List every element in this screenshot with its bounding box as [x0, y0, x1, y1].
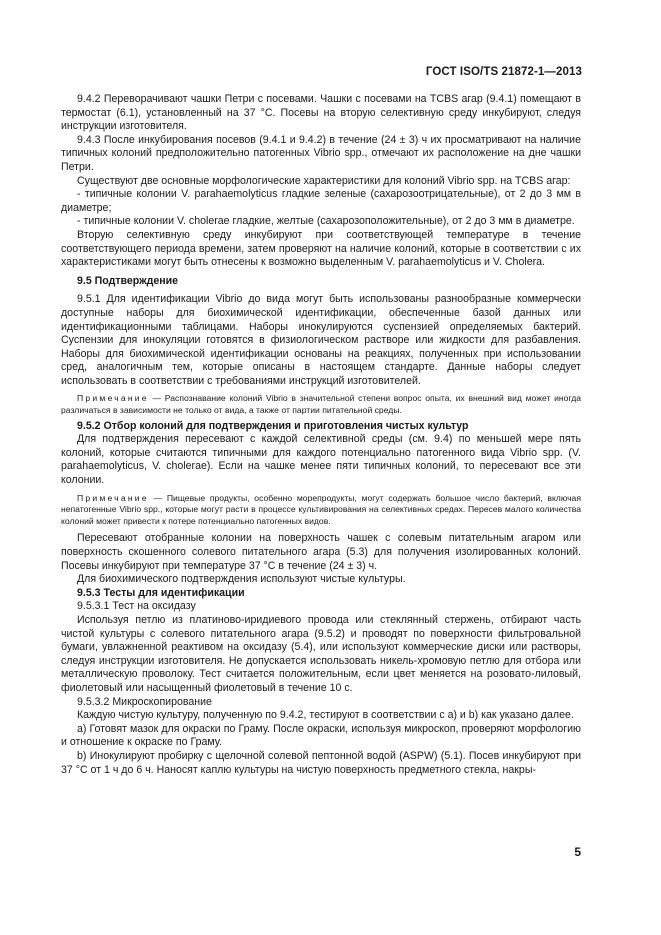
subsection-heading-9-5-3-1: 9.5.3.1 Тест на оксидазу: [77, 600, 196, 613]
note-text: — Распознавание колоний Vibrio в значительной степени вопрос опыта, их внешний вид может иногда различаться в зависимости не только от вида, а также от партии питательной среды.: [61, 393, 581, 416]
note: [61, 393, 581, 416]
note-text: — Пищевые продукты, особенно морепродукты, могут содержать большое число бактерий, включая непатогенные Vibrio spp., которые могут расти в процессе культивирования на селективных средах. Пересев малого количества колоний может привести к потере потенциально патогенных видов.: [61, 492, 581, 526]
note: [61, 493, 581, 528]
note-label: Примечание: [77, 393, 149, 404]
note-label: Примечание: [77, 492, 149, 503]
section-heading-9-5-2: 9.5.2 Отбор колоний для подтверждения и приготовления чистых культур: [77, 419, 469, 432]
section-heading-9-5-3: 9.5.3 Тесты для идентификации: [77, 586, 245, 599]
paragraph: Пересевают отобранные колонии на поверхность чашек с солевым питательным агаром или поверхность скошенного солевого питательного агара (5.3) для получения изолированных колоний. Посевы инкубируют при температуре 37 °С в течение (24 ± 3) ч.: [61, 532, 581, 572]
page-number: 5: [574, 845, 581, 859]
paragraph-9-4-2: 9.4.2 Переворачивают чашки Петри с посевами. Чашки с посевами на TCBS агар (9.4.1) помещают в термостат (6.1), установленный на 37 °С. Посевы на вторую селективную среду инкубируют, следуя инструкции изготовителя.: [61, 93, 581, 133]
paragraph: Для подтверждения пересевают с каждой селективной среды (см. 9.4) по меньшей мере пять колоний, которые считаются типичными для каждого потенциально патогенного вида Vibrio spp. (V. parahaemolyticus, V. cholerae). Если на чашке менее пяти типичных колоний, то пересевают все эти колонии.: [61, 433, 581, 487]
paragraph: Используя петлю из платиново-иридиевого провода или стеклянный стержень, отбирают часть чистой культуры с солевого питательного агара (9.5.2) и проводят по поверхности фильтровальной бумаги, увлажненной реактивом на оксидазу (5.4), или используют коммерческие диски или растворы, следуя инструкции изготовителя. Не допускается использовать никель-хромовую петлю для отбора или металлическую проволоку. Тест считается положительным, если цвет меняется на розовато-лиловый, фиолетовый или насыщенный фиолетовый в течение 10 с.: [61, 613, 581, 694]
section-heading-9-5: 9.5 Подтверждение: [77, 274, 179, 287]
paragraph-9-4-3: 9.4.3 После инкубирования посевов (9.4.1 и 9.4.2) в течение (24 ± 3) ч их просматривают на наличие типичных колоний предположительно патогенных Vibrio spp., отмечают их расположение на дне чашки Петри.: [61, 133, 581, 173]
body-text: [61, 93, 581, 777]
standard-designation: ГОСТ ISO/TS 21872-1—2013: [425, 66, 582, 78]
subsection-heading-9-5-3-2: 9.5.3.2 Микроскопирование: [77, 695, 212, 708]
paragraph: Существуют две основные морфологические характеристики для колоний Vibrio spp. на TCBS агар:: [77, 174, 571, 187]
list-item: - типичные колонии V. cholerae гладкие, желтые (сахарозоположительные), от 2 до 3 мм в диаметре.: [77, 215, 575, 228]
paragraph: Вторую селективную среду инкубируют при соответствующей температуре в течение соответствующего периода времени, затем проверяют на наличие колоний, которые в соответствии с их характеристиками могут быть отнесены к возможно выделенным V. parahaemolyticus и V. Cholera.: [61, 228, 581, 269]
paragraph: Каждую чистую культуру, полученную по 9.4.2, тестируют в соответствии с а) и b) как указано далее.: [77, 709, 574, 722]
paragraph-9-5-1: 9.5.1 Для идентификации Vibrio до вида могут быть использованы разнообразные коммерчески доступные наборы для биохимической идентификации, обеспеченные базой данных или идентификационными таблицами. Наборы инокулируются суспензией определяемых бактерий. Суспензии для инокуляции готовятся в физиологическом растворе или жидкости для разбавления. Наборы для биохимической идентификации основаны на реакциях, полученных при использовании сред, аналогичным тем, которые описаны в настоящем стандарте. Данные наборы следует использовать в соответствии с требованиями инструкций изготовителей.: [61, 293, 581, 387]
list-item: b) Инокулируют пробирку с щелочной солевой пептонной водой (ASPW) (5.1). Посев инкубируют при 37 °С от 1 ч до 6 ч. Наносят каплю культуры на чистую поверхность предметного стекла, накры-: [61, 749, 581, 776]
list-item: - типичные колонии V. parahaemolyticus гладкие зеленые (сахарозоотрицательные), от 2 до 3 мм в диаметре;: [61, 188, 581, 214]
list-item: а) Готовят мазок для окраски по Граму. После окраски, используя микроскоп, проверяют морфологию и отношение к окраске по Граму.: [61, 722, 581, 749]
paragraph: Для биохимического подтверждения используют чистые культуры.: [77, 573, 406, 586]
